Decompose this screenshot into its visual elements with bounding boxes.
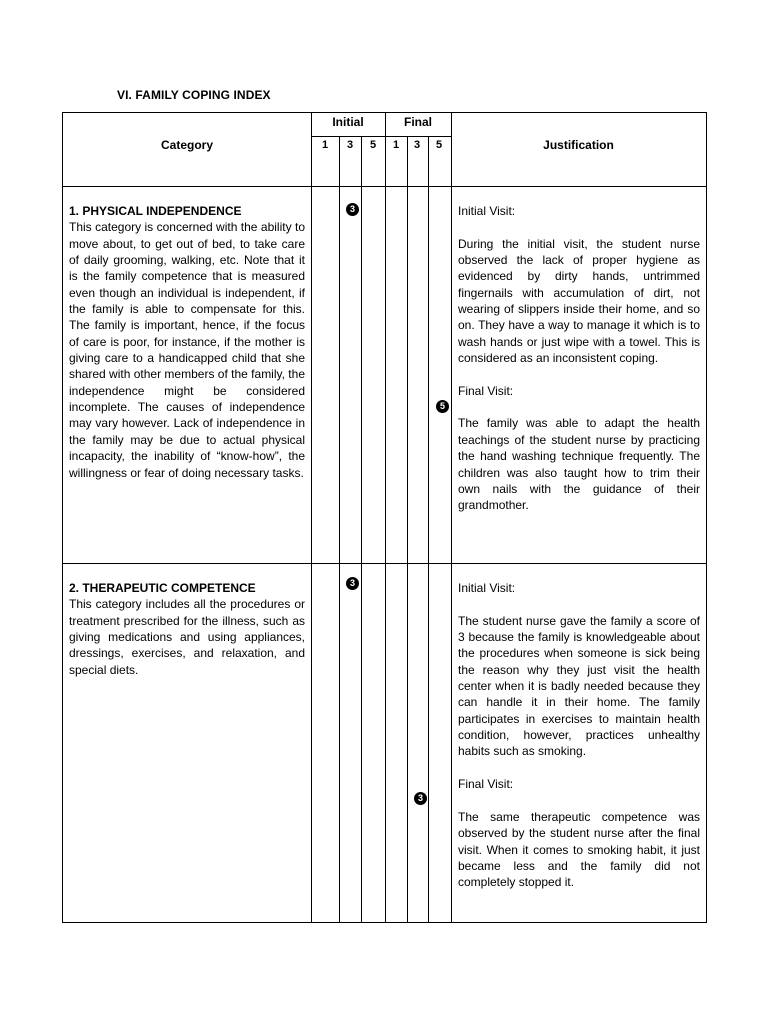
category-title: 1. PHYSICAL INDEPENDENCE [69,204,242,218]
header-category: Category [160,138,213,152]
final-visit-text: The same therapeutic competence was observed by the student nurse after the final visit. When it comes to smoking habit, it just became less and the family did not completely stopped it. [458,809,700,890]
initial-visit-label: Initial Visit: [458,581,516,595]
category-title: 2. THERAPEUTIC COMPETENCE [69,581,256,595]
column-divider [451,113,452,922]
column-divider [311,113,312,922]
final-score-marker: 5 [436,400,449,413]
final-visit-label: Final Visit: [458,383,514,398]
row-divider [63,186,706,187]
row-divider [63,563,706,564]
justification-therapeutic-competence [458,580,700,891]
final-score-marker: 3 [414,792,427,805]
score-header-initial-1: 1 [321,139,329,151]
column-divider [407,137,408,922]
score-header-initial-3: 3 [346,139,354,151]
category-physical-independence [69,203,305,481]
header-justification: Justification [543,138,614,152]
column-divider [428,137,429,922]
final-visit-text: The family was able to adapt the health teachings of the student nurse by practicing the hand washing technique frequently. The children was also taught how to trim their own nails with the guidance of their grandmother. [458,416,700,513]
initial-visit-label: Initial Visit: [458,204,516,218]
category-description: This category includes all the procedures or treatment prescribed for the illness, such as giving medications and using appliances, dressings, exercises, and relaxation, and special diets. [69,597,305,677]
score-header-final-5: 5 [435,139,443,151]
header-subdivider [311,136,451,137]
column-divider [339,137,340,922]
score-header-initial-5: 5 [369,139,377,151]
initial-score-marker: 3 [346,203,359,216]
score-header-final-1: 1 [392,139,400,151]
initial-visit-text: During the initial visit, the student nurse observed the lack of proper hygiene as evidenced by dirty hands, untrimmed fingernails with accumulation of dirt, not wearing of slippers inside their home, and so on. They have a way to manage it which is to wash hands or just wipe with a towel. This is considered as an inconsistent coping. [458,236,700,366]
score-header-final-3: 3 [413,139,421,151]
initial-visit-text: The student nurse gave the family a score of 3 because the family is knowledgeable about the procedures when someone is sick being the reason why they just visit the health center when it is badly needed because they can handle it in their home. The family participates in exercises to maintain health condition, however, practices unhealthy habits such as smoking. [458,613,700,759]
category-description: This category is concerned with the ability to move about, to get out of bed, to take care of daily grooming, walking, etc. Note that it is the family competence that is measured even though an individual is independent, if the family is able to compensate for this. The family is important, hence, if the focus of care is poor, for instance, if the mother is giving care to a handicapped child that she shared with other members of the family, the independence might be considered incomplete. The causes of independence may vary however. Lack of independence in the family may be due to actual physical incapacity, the inability of “know-how”, the willingness or fear of doing necessary tasks. [69,220,305,480]
justification-physical-independence [458,203,700,514]
page-title: VI. FAMILY COPING INDEX [117,88,271,102]
initial-score-marker: 3 [346,577,359,590]
column-divider [385,113,386,922]
final-visit-label: Final Visit: [458,777,514,792]
coping-index-table [62,112,707,923]
category-therapeutic-competence [69,580,305,678]
column-divider [361,137,362,922]
header-initial: Initial [332,115,364,129]
header-final: Final [403,115,432,129]
